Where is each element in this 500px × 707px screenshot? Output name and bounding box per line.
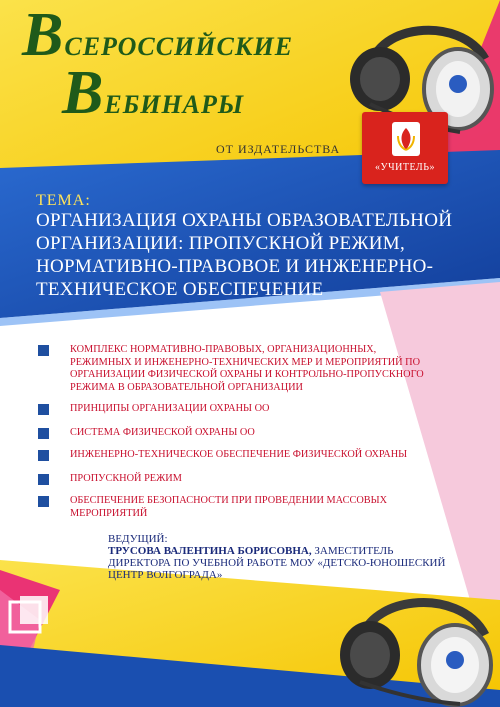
bullet-icon bbox=[38, 474, 49, 485]
list-item-text: ОБЕСПЕЧЕНИЕ БЕЗОПАСНОСТИ ПРИ ПРОВЕДЕНИИ МАССОВЫХ МЕРОПРИЯТИЙ bbox=[70, 495, 388, 519]
list-item-text: ПРИНЦИПЫ ОРГАНИЗАЦИИ ОХРАНЫ ОО bbox=[70, 403, 270, 414]
topic-label: ТЕМА: bbox=[36, 192, 91, 209]
bullet-icon bbox=[38, 496, 49, 507]
program-list bbox=[38, 344, 438, 520]
presenter-details: ЗАМЕСТИТЕЛЬ ДИРЕКТОРА ПО УЧЕБНОЙ РАБОТЕ МОУ «ДЕТСКО-ЮНОШЕСКИЙ ЦЕНТР ВОЛГОГРАДА» bbox=[108, 545, 446, 581]
title-line-1-rest: СЕРОССИЙСКИЕ bbox=[64, 32, 294, 61]
list-item-text: ИНЖЕНЕРНО-ТЕХНИЧЕСКОЕ ОБЕСПЕЧЕНИЕ ФИЗИЧЕСКОЙ ОХРАНЫ bbox=[70, 449, 408, 460]
list-item-text: ПРОПУСКНОЙ РЕЖИМ bbox=[70, 472, 182, 484]
presenter-name: ТРУСОВА ВАЛЕНТИНА БОРИСОВНА, bbox=[108, 545, 312, 557]
list-item bbox=[38, 403, 438, 416]
headset-icon bbox=[330, 570, 500, 707]
publisher-logo bbox=[362, 112, 448, 184]
list-item bbox=[38, 449, 438, 462]
list-item bbox=[38, 344, 438, 394]
title-line-2-capital: В bbox=[62, 59, 105, 127]
logo-emblem-icon bbox=[392, 122, 420, 156]
title-line-2-rest: ЕБИНАРЫ bbox=[104, 90, 245, 119]
bullet-icon bbox=[38, 404, 49, 415]
list-item bbox=[38, 495, 438, 520]
bullet-icon bbox=[38, 428, 49, 439]
title-line-1-capital: В bbox=[22, 1, 65, 69]
presenter-label: ВЕДУЩИЙ: bbox=[108, 533, 168, 545]
title-line-2 bbox=[62, 58, 244, 129]
topic-title: ОРГАНИЗАЦИЯ ОХРАНЫ ОБРАЗОВАТЕЛЬНОЙ ОРГАНИЗАЦИИ: ПРОПУСКНОЙ РЕЖИМ, НОРМАТИВНО-ПРАВОВОЕ И ИНЖЕНЕРНО-ТЕХНИЧЕСКОЕ ОБЕСПЕЧЕНИЕ bbox=[36, 210, 453, 300]
list-item-text: КОМПЛЕКС НОРМАТИВНО-ПРАВОВЫХ, ОРГАНИЗАЦИОННЫХ, РЕЖИМНЫХ И ИНЖЕНЕРНО-ТЕХНИЧЕСКИХ МЕР И МЕРОПРИЯТИЙ ПО ОРГАНИЗАЦИИ ФИЗИЧЕСКОЙ ОХРАНЫ И КОНТРОЛЬНО-ПРОПУСКНОГО РЕЖИМА В ОБРАЗОВАТЕЛЬНОЙ ОРГАНИЗАЦИИ bbox=[70, 344, 424, 393]
bullet-icon bbox=[38, 345, 49, 356]
logo-caption: «УЧИТЕЛЬ» bbox=[375, 162, 435, 173]
publisher-label: ОТ ИЗДАТЕЛЬСТВА bbox=[216, 142, 341, 156]
list-item bbox=[38, 427, 438, 440]
square-icon bbox=[6, 592, 52, 638]
list-item bbox=[38, 473, 438, 486]
bullet-icon bbox=[38, 450, 49, 461]
list-item-text: СИСТЕМА ФИЗИЧЕСКОЙ ОХРАНЫ ОО bbox=[70, 426, 255, 438]
